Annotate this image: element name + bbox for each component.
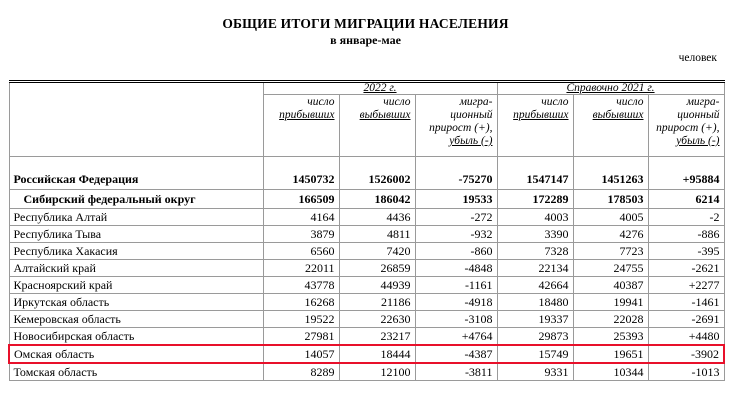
table-row bbox=[9, 311, 724, 328]
growth-2022-cell: -860 bbox=[415, 243, 497, 260]
growth-2021-cell: +2277 bbox=[648, 277, 724, 294]
arrivals-2021-cell: 1547147 bbox=[497, 157, 573, 190]
growth-2022-cell: -1161 bbox=[415, 277, 497, 294]
arrivals-2022-cell: 6560 bbox=[263, 243, 339, 260]
departures-2022-cell: 44939 bbox=[339, 277, 415, 294]
arrivals-2022-cell: 8289 bbox=[263, 363, 339, 381]
table-body bbox=[9, 157, 724, 381]
region-name-cell: Республика Тыва bbox=[9, 226, 263, 243]
header-line: число bbox=[307, 96, 335, 108]
region-name-cell: Кемеровская область bbox=[9, 311, 263, 328]
growth-2021-cell: -2 bbox=[648, 209, 724, 226]
arrivals-2022-cell: 27981 bbox=[263, 328, 339, 346]
table-row bbox=[9, 209, 724, 226]
arrivals-2022-cell: 19522 bbox=[263, 311, 339, 328]
departures-2022-cell: 4436 bbox=[339, 209, 415, 226]
migration-table bbox=[8, 80, 725, 381]
growth-2022-cell: -75270 bbox=[415, 157, 497, 190]
header-line: прибывших bbox=[279, 109, 335, 121]
header-line: прибывших bbox=[513, 109, 569, 121]
growth-2022-cell: -4848 bbox=[415, 260, 497, 277]
header-region-column bbox=[9, 82, 263, 157]
table-row bbox=[9, 277, 724, 294]
growth-2022-cell: -4387 bbox=[415, 345, 497, 363]
header-growth-2021 bbox=[648, 95, 724, 157]
departures-2021-cell: 10344 bbox=[573, 363, 648, 381]
table-row bbox=[9, 363, 724, 381]
departures-2022-cell: 4811 bbox=[339, 226, 415, 243]
departures-2022-cell: 7420 bbox=[339, 243, 415, 260]
document-title: ОБЩИЕ ИТОГИ МИГРАЦИИ НАСЕЛЕНИЯ bbox=[222, 16, 509, 31]
header-departures-2021 bbox=[573, 95, 648, 157]
arrivals-2021-cell: 172289 bbox=[497, 190, 573, 209]
header-row-groups bbox=[9, 82, 724, 95]
region-name-cell: Сибирский федеральный округ bbox=[9, 190, 263, 209]
header-group-2021-label: Справочно 2021 г. bbox=[566, 82, 655, 94]
region-name-cell: Республика Хакасия bbox=[9, 243, 263, 260]
departures-2021-cell: 4005 bbox=[573, 209, 648, 226]
arrivals-2022-cell: 4164 bbox=[263, 209, 339, 226]
arrivals-2022-cell: 16268 bbox=[263, 294, 339, 311]
departures-2022-cell: 18444 bbox=[339, 345, 415, 363]
header-line: ционный bbox=[450, 109, 493, 121]
header-line: мигра- bbox=[686, 96, 720, 108]
table-row bbox=[9, 243, 724, 260]
table-row bbox=[9, 260, 724, 277]
arrivals-2022-cell: 22011 bbox=[263, 260, 339, 277]
growth-2021-cell: -2691 bbox=[648, 311, 724, 328]
arrivals-2022-cell: 166509 bbox=[263, 190, 339, 209]
departures-2021-cell: 40387 bbox=[573, 277, 648, 294]
region-name-cell: Новосибирская область bbox=[9, 328, 263, 346]
arrivals-2021-cell: 22134 bbox=[497, 260, 573, 277]
region-name-cell: Омская область bbox=[9, 345, 263, 363]
header-line: прирост (+), bbox=[656, 122, 720, 134]
departures-2021-cell: 4276 bbox=[573, 226, 648, 243]
departures-2022-cell: 22630 bbox=[339, 311, 415, 328]
growth-2021-cell: -1461 bbox=[648, 294, 724, 311]
region-name-cell: Республика Алтай bbox=[9, 209, 263, 226]
growth-2021-cell: -1013 bbox=[648, 363, 724, 381]
table-row bbox=[9, 294, 724, 311]
table-row bbox=[9, 157, 724, 190]
arrivals-2021-cell: 7328 bbox=[497, 243, 573, 260]
arrivals-2021-cell: 3390 bbox=[497, 226, 573, 243]
arrivals-2022-cell: 1450732 bbox=[263, 157, 339, 190]
header-arrivals-2021 bbox=[497, 95, 573, 157]
arrivals-2021-cell: 4003 bbox=[497, 209, 573, 226]
departures-2021-cell: 25393 bbox=[573, 328, 648, 346]
departures-2021-cell: 19941 bbox=[573, 294, 648, 311]
departures-2021-cell: 7723 bbox=[573, 243, 648, 260]
departures-2021-cell: 1451263 bbox=[573, 157, 648, 190]
header-group-2022 bbox=[263, 82, 497, 95]
growth-2021-cell: -395 bbox=[648, 243, 724, 260]
header-line: мигра- bbox=[459, 96, 493, 108]
growth-2021-cell: +95884 bbox=[648, 157, 724, 190]
region-name-cell: Российская Федерация bbox=[9, 157, 263, 190]
arrivals-2022-cell: 14057 bbox=[263, 345, 339, 363]
growth-2022-cell: -3108 bbox=[415, 311, 497, 328]
growth-2022-cell: 19533 bbox=[415, 190, 497, 209]
arrivals-2021-cell: 42664 bbox=[497, 277, 573, 294]
header-line: выбывших bbox=[359, 109, 411, 121]
header-group-2021 bbox=[497, 82, 724, 95]
departures-2021-cell: 19651 bbox=[573, 345, 648, 363]
arrivals-2022-cell: 3879 bbox=[263, 226, 339, 243]
table-row-highlighted bbox=[9, 345, 724, 363]
growth-2021-cell: +4480 bbox=[648, 328, 724, 346]
header-line: убыль (-) bbox=[676, 135, 720, 147]
growth-2022-cell: -932 bbox=[415, 226, 497, 243]
header-departures-2022 bbox=[339, 95, 415, 157]
header-line: число bbox=[541, 96, 569, 108]
header-arrivals-2022 bbox=[263, 95, 339, 157]
arrivals-2022-cell: 43778 bbox=[263, 277, 339, 294]
table-row bbox=[9, 190, 724, 209]
departures-2022-cell: 1526002 bbox=[339, 157, 415, 190]
header-growth-2022 bbox=[415, 95, 497, 157]
growth-2021-cell: -886 bbox=[648, 226, 724, 243]
document-subtitle: в январе-мае bbox=[330, 33, 401, 47]
region-name-cell: Красноярский край bbox=[9, 277, 263, 294]
departures-2022-cell: 26859 bbox=[339, 260, 415, 277]
header-line: убыль (-) bbox=[449, 135, 493, 147]
region-name-cell: Алтайский край bbox=[9, 260, 263, 277]
departures-2022-cell: 23217 bbox=[339, 328, 415, 346]
region-name-cell: Иркутская область bbox=[9, 294, 263, 311]
region-name-cell: Томская область bbox=[9, 363, 263, 381]
arrivals-2021-cell: 18480 bbox=[497, 294, 573, 311]
unit-label: человек bbox=[678, 52, 717, 64]
header-line: прирост (+), bbox=[429, 122, 493, 134]
growth-2021-cell: 6214 bbox=[648, 190, 724, 209]
table-row bbox=[9, 226, 724, 243]
header-line: число bbox=[616, 96, 644, 108]
arrivals-2021-cell: 29873 bbox=[497, 328, 573, 346]
growth-2022-cell: -3811 bbox=[415, 363, 497, 381]
header-line: ционный bbox=[677, 109, 720, 121]
departures-2022-cell: 12100 bbox=[339, 363, 415, 381]
header-line: число bbox=[383, 96, 411, 108]
growth-2022-cell: -272 bbox=[415, 209, 497, 226]
arrivals-2021-cell: 15749 bbox=[497, 345, 573, 363]
header-line: выбывших bbox=[592, 109, 644, 121]
departures-2022-cell: 186042 bbox=[339, 190, 415, 209]
arrivals-2021-cell: 19337 bbox=[497, 311, 573, 328]
departures-2021-cell: 22028 bbox=[573, 311, 648, 328]
departures-2022-cell: 21186 bbox=[339, 294, 415, 311]
arrivals-2021-cell: 9331 bbox=[497, 363, 573, 381]
growth-2021-cell: -2621 bbox=[648, 260, 724, 277]
growth-2021-cell: -3902 bbox=[648, 345, 724, 363]
departures-2021-cell: 178503 bbox=[573, 190, 648, 209]
growth-2022-cell: +4764 bbox=[415, 328, 497, 346]
header-group-2022-label: 2022 г. bbox=[363, 82, 397, 94]
growth-2022-cell: -4918 bbox=[415, 294, 497, 311]
table-row bbox=[9, 328, 724, 346]
departures-2021-cell: 24755 bbox=[573, 260, 648, 277]
